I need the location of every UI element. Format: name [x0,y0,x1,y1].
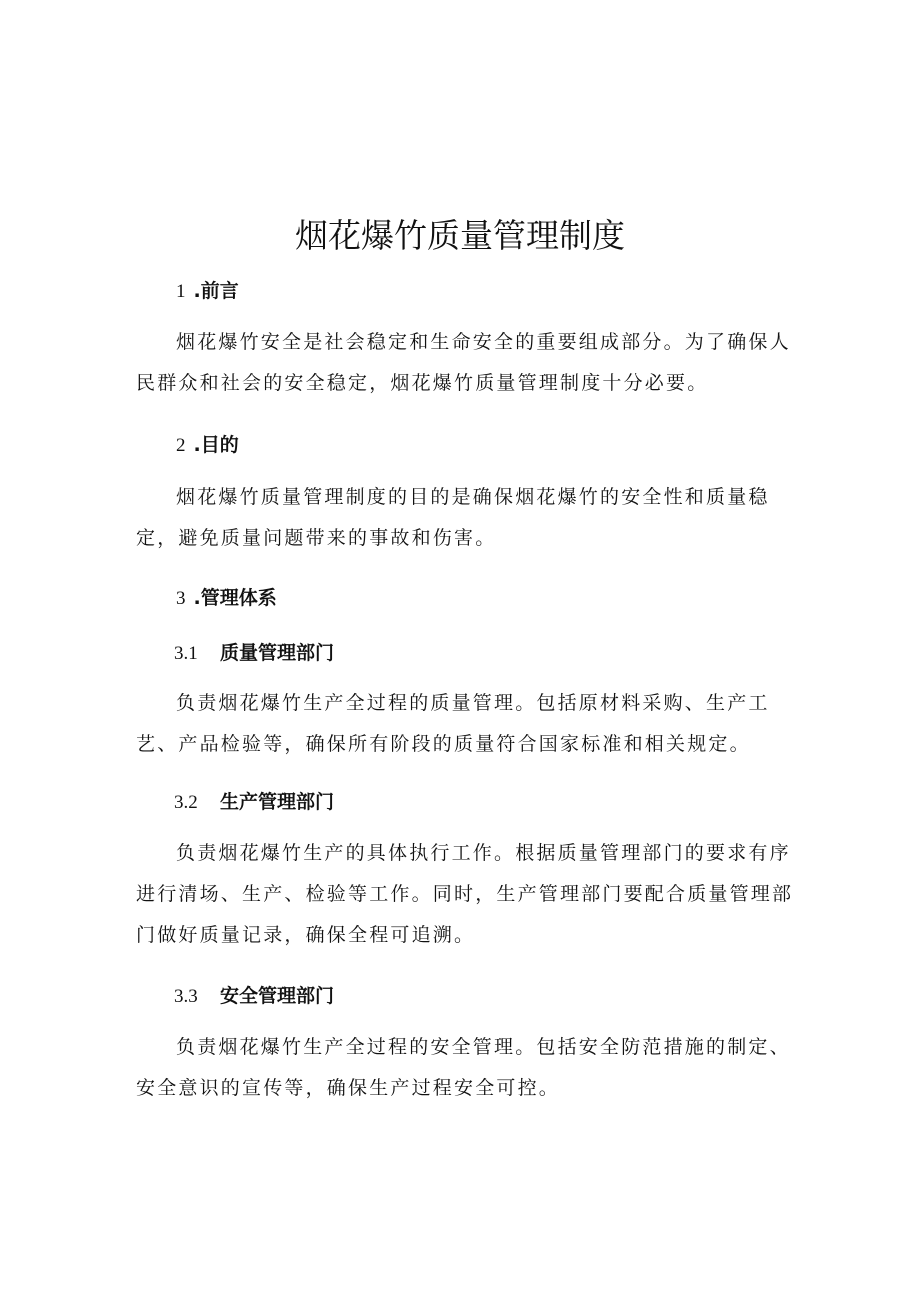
subsection-number: 3.1 [174,643,198,664]
subsection-title: 质量管理部门 [220,642,335,664]
section-title: .目的 [193,434,239,456]
subsection-title: 安全管理部门 [220,985,335,1007]
subsection-number: 3.2 [174,792,198,813]
subsection-paragraph-production-dept: 负责烟花爆竹生产的具体执行工作。根据质量管理部门的要求有序进行清场、生产、检验等工作。同时，生产管理部门要配合质量管理部门做好质量记录，确保全程可追溯。 [136,842,794,946]
subsection-number: 3.3 [174,986,198,1007]
subsection-paragraph-quality-dept: 负责烟花爆竹生产全过程的质量管理。包括原材料采购、生产工艺、产品检验等，确保所有阶段的质量符合国家标准和相关规定。 [136,692,770,755]
section-number: 3 [176,588,186,609]
section-heading-purpose [176,432,239,459]
subsection-heading-production-dept [174,789,334,816]
subsection-heading-safety-dept [174,983,334,1010]
subsection-title: 生产管理部门 [220,791,335,813]
section-number: 1 [176,281,186,302]
section-title: .前言 [193,280,239,302]
section-paragraph-preface: 烟花爆竹安全是社会稳定和生命安全的重要组成部分。为了确保人民群众和社会的安全稳定，烟花爆竹质量管理制度十分必要。 [136,331,791,394]
section-number: 2 [176,435,186,456]
section-paragraph-purpose: 烟花爆竹质量管理制度的目的是确保烟花爆竹的安全性和质量稳定，避免质量问题带来的事故和伤害。 [136,486,770,549]
subsection-paragraph-safety-dept: 负责烟花爆竹生产全过程的安全管理。包括安全防范措施的制定、安全意识的宣传等，确保生产过程安全可控。 [136,1036,791,1099]
section-title: .管理体系 [193,587,277,609]
section-heading-preface [176,278,239,305]
document-title: 烟花爆竹质量管理制度 [295,216,625,255]
section-heading-management-system [176,585,277,612]
subsection-heading-quality-dept [174,640,334,667]
